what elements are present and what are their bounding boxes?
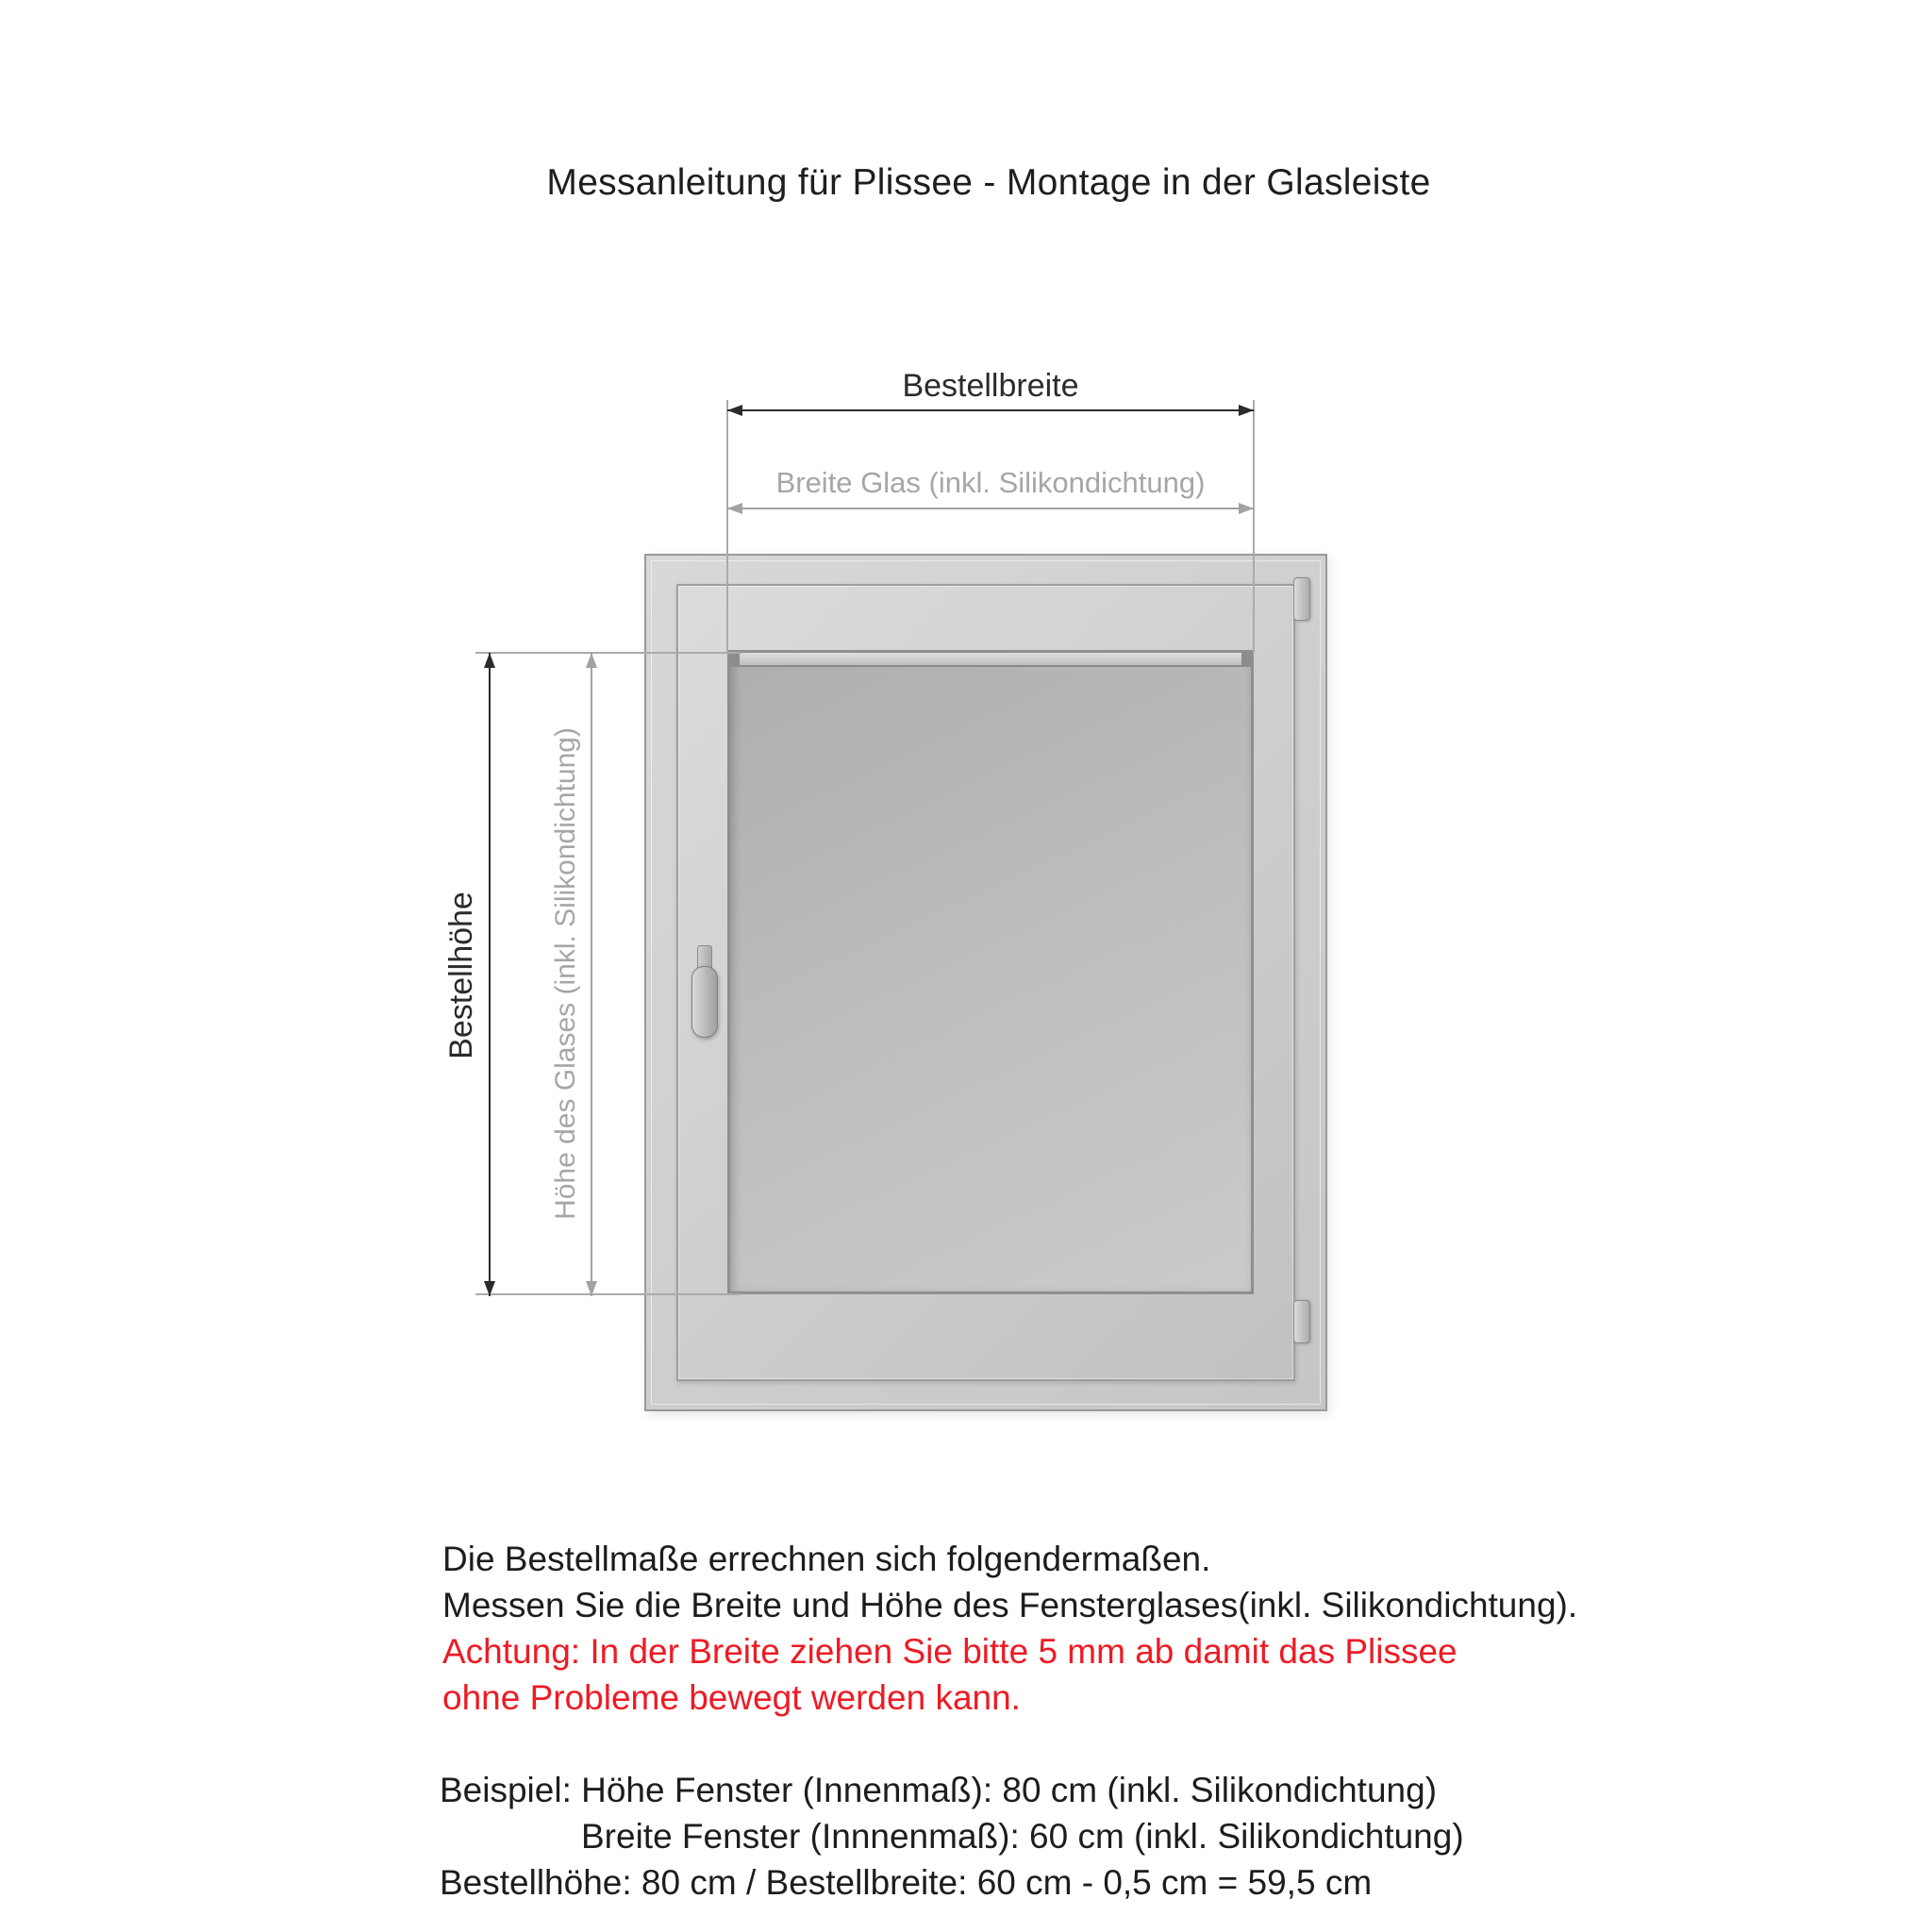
- dim-arrow-order-width: [727, 409, 1254, 411]
- window-handle: [691, 945, 718, 1038]
- example-paragraph: [440, 1767, 1464, 1906]
- dim-label-glass-width: Breite Glas (inkl. Silikondichtung): [775, 466, 1206, 499]
- warning-line-1: Achtung: In der Breite ziehen Sie bitte 5 mm ab damit das Plissee: [442, 1632, 1457, 1671]
- page-title: Messanleitung für Plissee - Montage in der Glasleiste: [546, 162, 1431, 203]
- window-frame: [644, 554, 1327, 1411]
- extension-line-right: [1253, 400, 1255, 653]
- dim-label-order-width: Bestellbreite: [902, 368, 1079, 404]
- extension-line-left: [726, 400, 728, 653]
- instruction-line-2: Messen Sie die Breite und Höhe des Fensterglases(inkl. Silikondichtung).: [442, 1586, 1578, 1624]
- rail-endcap-right: [1241, 653, 1251, 667]
- dim-label-glass-height: Höhe des Glases (inkl. Silikondichtung): [550, 727, 581, 1220]
- dim-arrow-glass-width: [727, 508, 1254, 509]
- warning-line-2: ohne Probleme bewegt werden kann.: [442, 1678, 1021, 1717]
- extension-line-bottom: [475, 1293, 741, 1295]
- example-line-3: Bestellhöhe: 80 cm / Bestellbreite: 60 cm - 0,5 cm = 59,5 cm: [440, 1863, 1373, 1902]
- example-line-2: Breite Fenster (Innnenmaß): 60 cm (inkl. Silikondichtung): [581, 1817, 1464, 1856]
- extension-line-top: [475, 652, 741, 654]
- plissee-top-rail: [730, 653, 1251, 667]
- hinge-bottom: [1293, 1300, 1310, 1343]
- window-glass: [727, 650, 1254, 1294]
- rail-endcap-left: [730, 653, 740, 667]
- instruction-line-1: Die Bestellmaße errechnen sich folgendermaßen.: [442, 1540, 1211, 1578]
- example-line-1: Beispiel: Höhe Fenster (Innenmaß): 80 cm (inkl. Silikondichtung): [440, 1771, 1438, 1809]
- dim-label-order-height: Bestellhöhe: [443, 891, 479, 1059]
- instructions-paragraph: [442, 1536, 1577, 1721]
- window-handle-grip: [691, 966, 718, 1038]
- dim-arrow-order-height: [489, 653, 491, 1296]
- dim-arrow-glass-height: [591, 653, 592, 1296]
- hinge-top: [1293, 577, 1310, 621]
- window-sash: [676, 584, 1295, 1381]
